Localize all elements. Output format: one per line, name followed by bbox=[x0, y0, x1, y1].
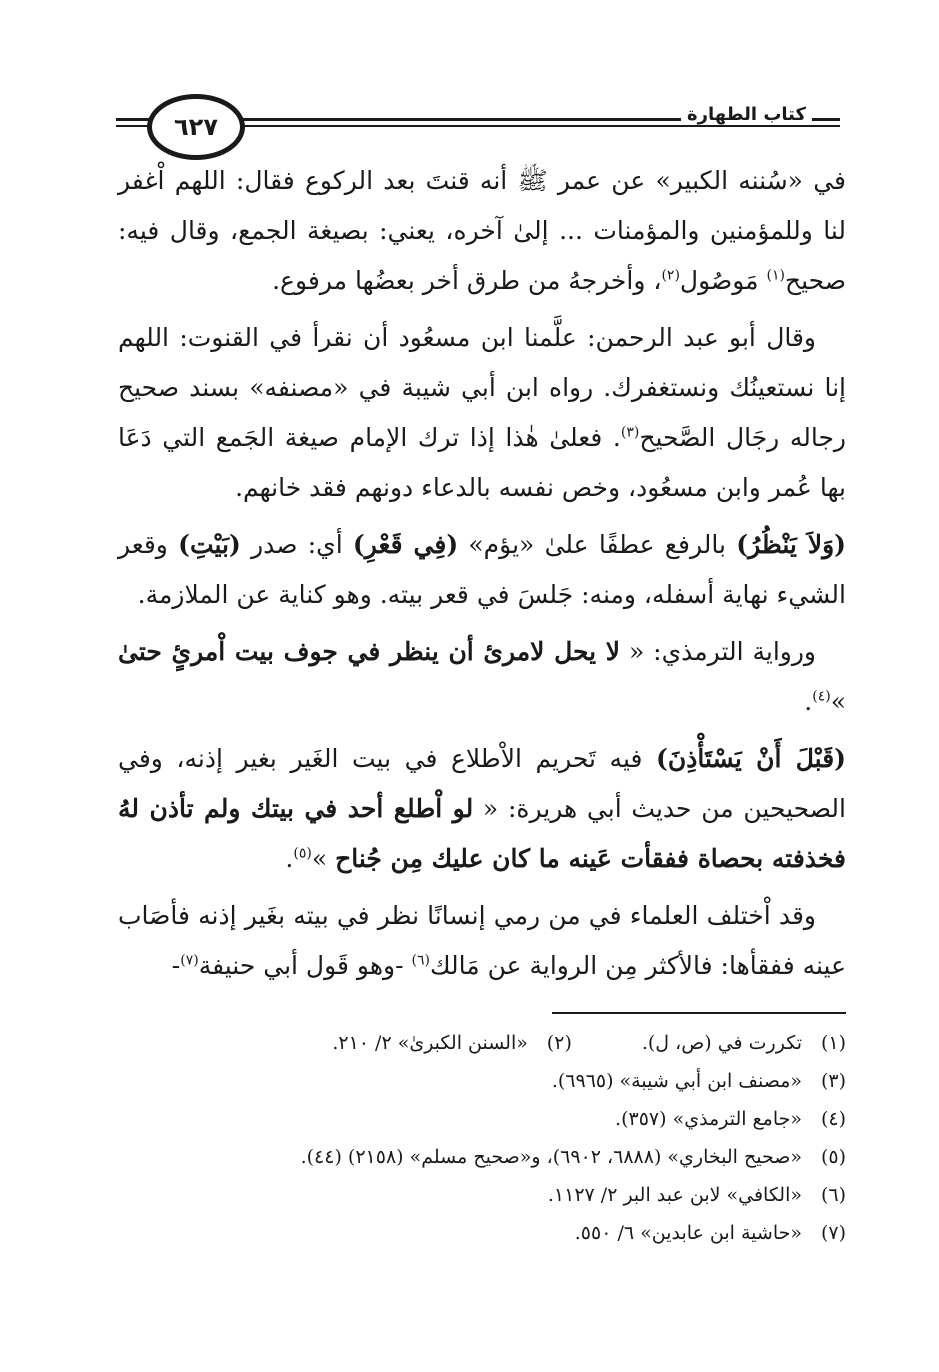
footnote-ref[interactable]: (٥) bbox=[293, 845, 312, 862]
footnote-row bbox=[118, 1138, 846, 1176]
paragraph-1 bbox=[118, 156, 846, 306]
footnote-row bbox=[118, 1100, 846, 1138]
footnote-text: تكررت في (ص، ل). bbox=[641, 1032, 802, 1054]
footnote-ref[interactable]: (٧) bbox=[180, 952, 199, 969]
footnote-ref[interactable]: (٢) bbox=[661, 267, 680, 284]
text-run: . bbox=[804, 687, 813, 716]
footnote-text: «جامع الترمذي» (٣٥٧). bbox=[615, 1108, 802, 1130]
hadith-quote: لا يحل لامرئ أن ينظر في جوف بيت اْمرئٍ حتىٰ bbox=[118, 637, 621, 666]
running-title: كتاب الطهارة bbox=[681, 104, 812, 125]
text-run: أي: صدر bbox=[240, 530, 353, 559]
footnote-number: (٢) bbox=[546, 1032, 572, 1054]
footnote-row bbox=[118, 1024, 846, 1062]
footnote-text: «حاشية ابن عابدين» ٦/ ٥٥٠. bbox=[574, 1222, 802, 1244]
footnote-text: «السنن الكبرىٰ» ٢/ ٢١٠. bbox=[332, 1032, 528, 1054]
footnote-ref[interactable]: (١) bbox=[766, 267, 785, 284]
text-run: ورواية الترمذي: « bbox=[620, 637, 816, 666]
footnote-text: «صحيح البخاري» (٦٨٨٨، ٦٩٠٢)، و«صحيح مسلم» (٢١٥٨) (٤٤). bbox=[300, 1146, 802, 1168]
footnote-5 bbox=[301, 1146, 846, 1168]
text-run: وقعر الشيء نهاية أسفله، ومنه: جَلسَ في قعر بيته. وهو كناية عن الملازمة. bbox=[118, 530, 846, 609]
paragraph-5 bbox=[118, 734, 846, 884]
text-run: ، وأخرجهُ من طرق أخر بعضُها مرفوع. bbox=[272, 266, 662, 295]
footnote-number: (١) bbox=[820, 1032, 846, 1054]
page-number: ٦٢٧ bbox=[174, 113, 218, 141]
footnote-text: «مصنف ابن أبي شيبة» (٦٩٦٥). bbox=[551, 1070, 802, 1092]
text-run: بالرفع عطفًا علىٰ «يؤم» bbox=[458, 530, 737, 559]
hadith-keyword: (بَيْتِ) bbox=[178, 530, 241, 559]
footnote-number: (٥) bbox=[820, 1146, 846, 1168]
footnote-ref[interactable]: (٤) bbox=[812, 688, 831, 705]
footnote-6 bbox=[548, 1184, 846, 1206]
hadith-keyword: (فِي قَعْرِ) bbox=[352, 530, 459, 559]
text-run: . bbox=[285, 844, 294, 873]
footnote-ref[interactable]: (٦) bbox=[411, 952, 430, 969]
main-text bbox=[118, 156, 846, 998]
text-run: -وهو قَول أبي حنيفة bbox=[198, 951, 412, 980]
paragraph-4 bbox=[118, 627, 846, 727]
text-run: مَوصُول bbox=[679, 266, 767, 295]
page-header bbox=[112, 92, 842, 162]
hadith-keyword: (قَبْلَ أَنْ يَسْتَأْذِنَ) bbox=[656, 744, 846, 773]
header-rule-right-thin bbox=[228, 125, 840, 127]
footnote-ref[interactable]: (٣) bbox=[620, 424, 640, 441]
text-run: . فعلىٰ هٰذا إذا ترك الإمام صيغة الجَمع التي دَعَا بها عُمر وابن مسعُود، وخص نفسه بالدعاء دونهم فقد خانهم. bbox=[118, 423, 846, 502]
paragraph-2 bbox=[118, 313, 846, 513]
footnote-number: (٣) bbox=[820, 1070, 846, 1092]
footnote-1 bbox=[642, 1032, 846, 1054]
text-run: وقال أبو عبد الرحمن: علَّمنا ابن مسعُود أن نقرأ في القنوت: اللهم إنا نستعينُك ونستغفرك. رواه ابن أبي شيبة في «مصنفه» بسند صحيح رجاله رجَال الصَّحيح bbox=[118, 323, 846, 452]
text-run: - bbox=[171, 951, 181, 980]
footnote-4 bbox=[615, 1108, 846, 1130]
text-run: » bbox=[311, 844, 336, 873]
footnote-row bbox=[118, 1176, 846, 1214]
hadith-quote: لو اْطلع أحد في بيتك ولم تأذن لهُ فخذفته بحصاة ففقأت عَينه ما كان عليك مِن جُناح bbox=[118, 794, 846, 873]
text-run: وقد اْختلف العلماء في من رمي إنسانًا نظر في بيته بغَير إذنه فأصَاب عينه ففقأها: فالأكثر مِن الرواية عن مَالك bbox=[118, 901, 846, 980]
footnote-separator bbox=[552, 1012, 846, 1014]
hadith-keyword: (وَلاَ يَنْظُرُ) bbox=[736, 530, 847, 559]
footnote-number: (٦) bbox=[820, 1184, 846, 1206]
footnote-text: «الكافي» لابن عبد البر ٢/ ١١٢٧. bbox=[547, 1184, 802, 1206]
text-run: » bbox=[830, 687, 846, 716]
footnote-3 bbox=[552, 1070, 846, 1092]
footnotes bbox=[118, 1024, 846, 1252]
footnote-2 bbox=[332, 1032, 572, 1054]
paragraph-6 bbox=[118, 891, 846, 991]
text-run: فيه تَحريم الاْطلاع في بيت الغَير بغير إذنه، وفي الصحيحين من حديث أبي هريرة: « bbox=[118, 744, 846, 823]
page-number-badge bbox=[147, 94, 245, 160]
footnote-row bbox=[118, 1214, 846, 1252]
footnote-number: (٧) bbox=[820, 1222, 846, 1244]
footnote-number: (٤) bbox=[820, 1108, 846, 1130]
paragraph-3 bbox=[118, 520, 846, 620]
text-run: في «سُننه الكبير» عن عمر ﷺ أنه قنتَ بعد الركوع فقال: اللهم اْغفر لنا وللمؤمنين والمؤمنات ... إلىٰ آخره، يعني: بصيغة الجمع، وقال فيه: صحيح bbox=[118, 166, 846, 295]
footnote-7 bbox=[575, 1222, 846, 1244]
footnote-row bbox=[118, 1062, 846, 1100]
